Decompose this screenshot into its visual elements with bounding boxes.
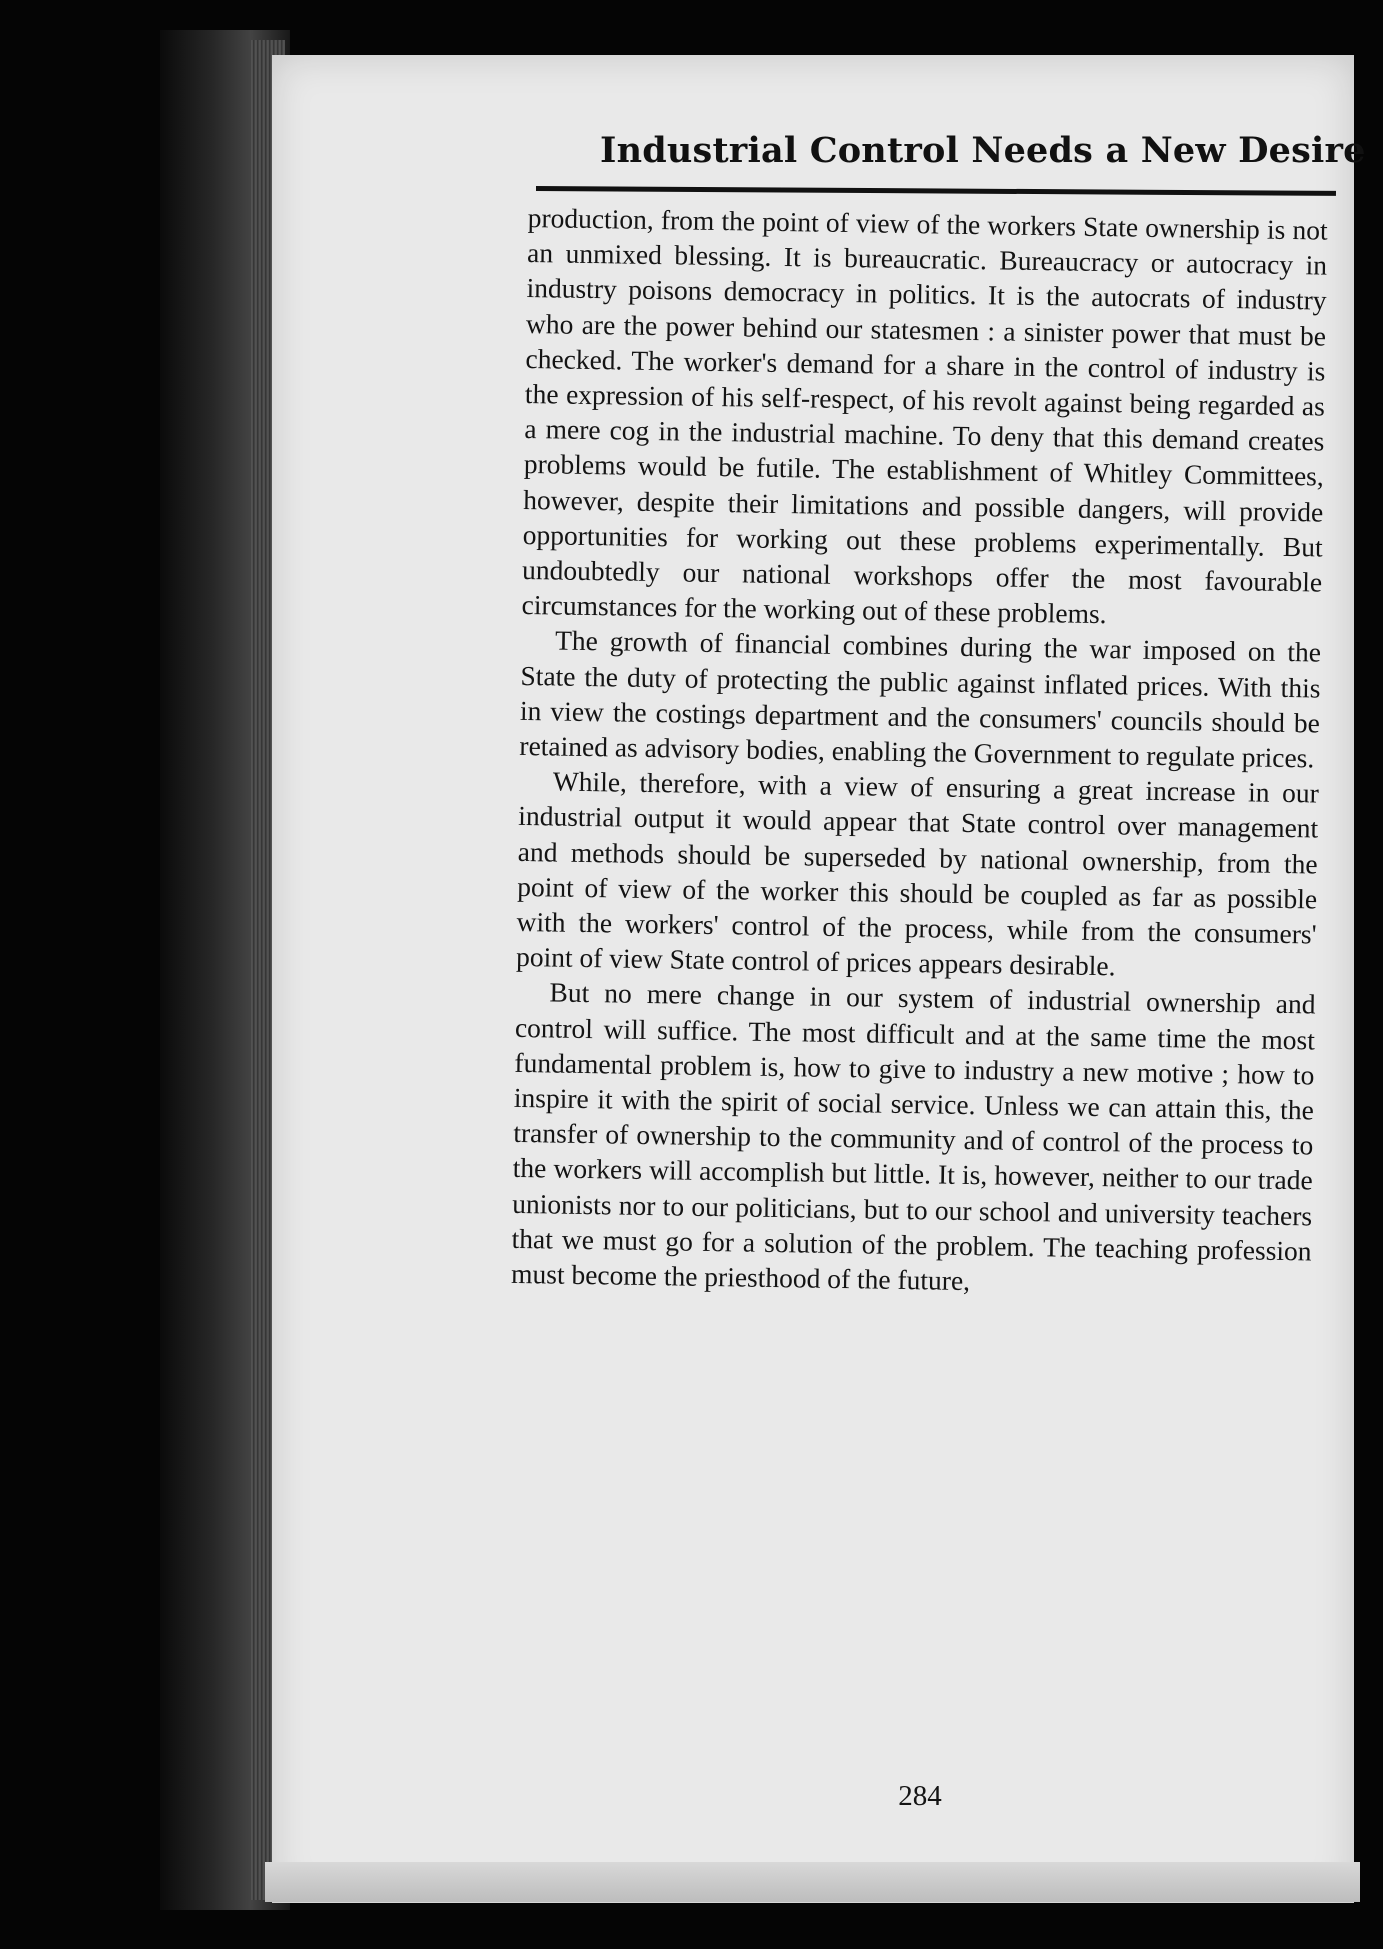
- paragraph: But no mere change in our system of industrial ownership and control will suffice. The most difficult and at the same time the most fundamental problem is, how to give to industry a new motive ; how to inspire it with the spirit of social service. Unless we can attain this, the transfer of ownership to the community and of control of the process to the workers will accomplish but little. It is, however, neither to our trade unionists nor to our politicians, but to our school and university teachers that we must go for a solution of the problem. The teaching profession must become the priesthood of the future,: [510, 976, 1316, 1297]
- paragraph: While, therefore, with a view of ensuring a great increase in our industrial output it would appear that State control over management and methods should be superseded by national ownership, from the point of view of the worker this should be coupled as far as possible with the workers' control of the process, while from the consumers' point of view State control of prices appears desirable.: [515, 765, 1320, 982]
- body-text: [511, 200, 1328, 1304]
- running-head: Industrial Control Needs a New Desire: [600, 130, 1366, 171]
- paragraph: The growth of financial combines during the war imposed on the State the duty of protecting the public against inflated prices. With this in view the costings department and the consumers' councils should be retained as advisory bodies, enabling the Government to regulate prices.: [519, 624, 1322, 774]
- page-number: 284: [898, 1780, 942, 1812]
- page-bottom-edge: [265, 1862, 1360, 1902]
- paragraph: production, from the point of view of the workers State ownership is not an unmixed blessing. It is bureaucratic. Bureaucracy or autocracy in industry poisons democracy in politics. It is the autocrats of industry who are the power behind our statesmen : a sinister power that must be checked. The worker's demand for a share in the control of industry is the expression of his self-respect, of his revolt against being regarded as a mere cog in the industrial machine. To deny that this demand creates problems would be futile. The establishment of Whitley Committees, however, despite their limitations and possible dangers, will provide opportunities for working out these problems experimentally. But undoubtedly our national workshops offer the most favourable circumstances for the working out of these problems.: [521, 201, 1328, 630]
